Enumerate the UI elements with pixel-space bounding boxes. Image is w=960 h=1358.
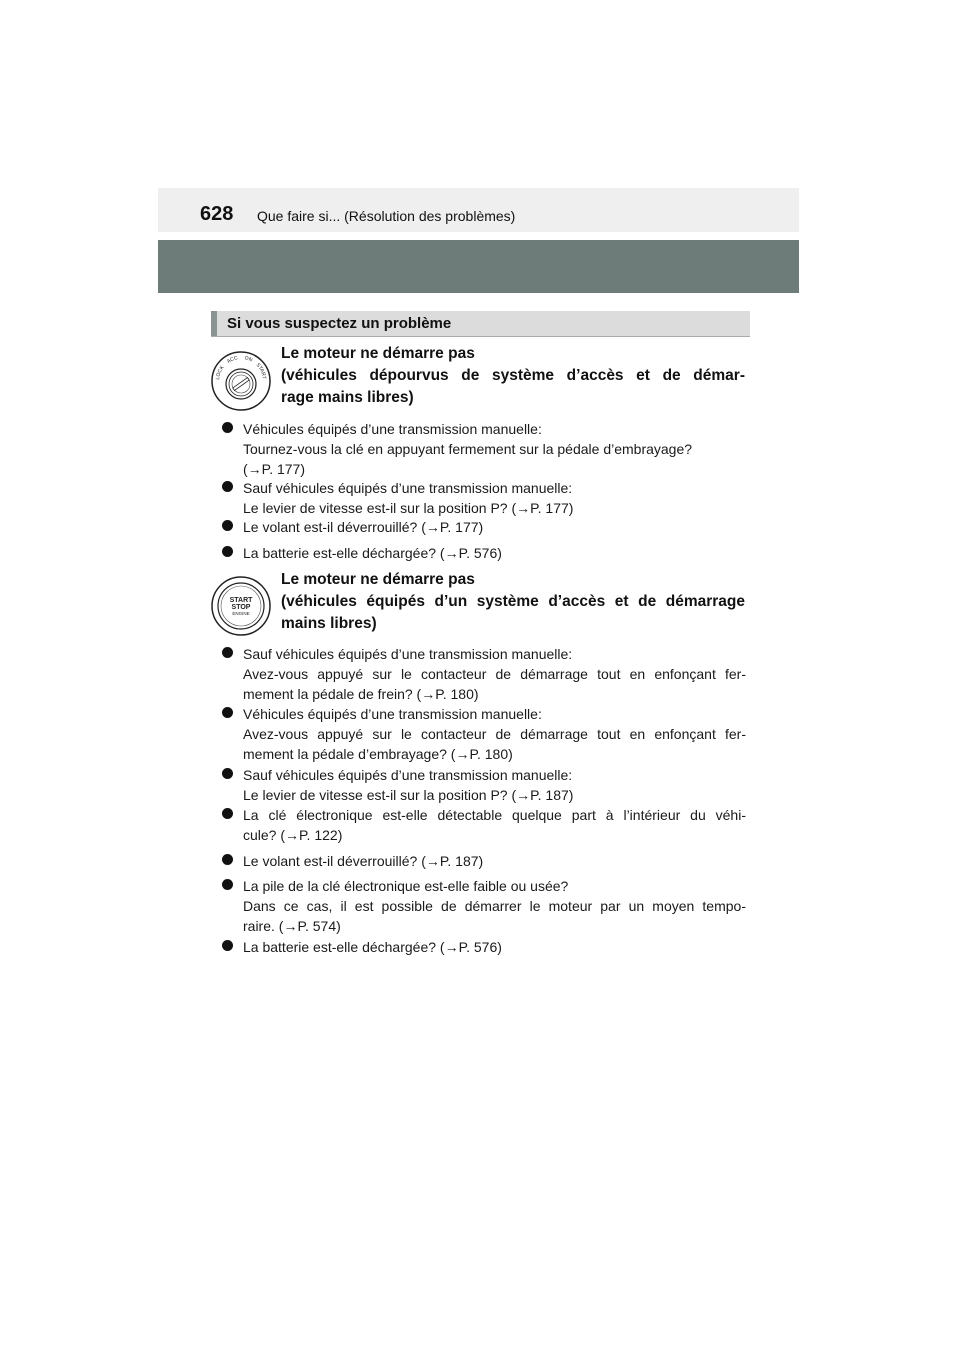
list-item [222,805,746,845]
list-item-line: Le volant est-il déverrouillé? (→P. 187) [243,853,484,869]
bullet-dot [222,940,233,951]
list-item [222,517,746,537]
list-item-line: Le levier de vitesse est-il sur la position P? (→P. 187) [243,787,574,803]
list-item [222,851,746,871]
page-number: 628 [200,203,234,225]
list-item-line: Le volant est-il déverrouillé? (→P. 177) [243,519,484,535]
block1-heading-line: Le moteur ne démarre pas [281,345,475,362]
chapter-band [158,240,799,293]
bullet-dot [222,854,233,865]
block2-heading-line: mains libres) [281,615,377,632]
block2-heading-line: Le moteur ne démarre pas [281,571,475,588]
bullet-dot [222,546,233,557]
engine-start-stop-button-icon [210,575,272,642]
list-item-line: cule? (→P. 122) [243,827,343,843]
list-item-line: La clé électronique est-elle détectable quelque part à l’intérieur du véhi- [243,807,746,823]
running-title: Que faire si... (Résolution des problèmes) [257,208,516,224]
section-accent [211,311,217,336]
list-item [222,937,746,957]
bullet-dot [222,481,233,492]
icon-label-stop: STOP [231,604,251,611]
list-item-line: Avez-vous appuyé sur le contacteur de démarrage tout en enfonçant fer- [243,726,746,742]
list-item-line: Le levier de vitesse est-il sur la position P? (→P. 177) [243,500,574,516]
block2-heading-line: (véhicules équipés d’un système d’accès et de démarrage [281,593,745,610]
bullet-dot [222,707,233,718]
icon-label-acc: ACC [225,355,239,365]
list-item-line: Sauf véhicules équipés d’une transmission manuelle: [243,480,573,496]
list-item-line: La batterie est-elle déchargée? (→P. 576) [243,545,502,561]
bullet-dot [222,768,233,779]
icon-label-start: START [229,597,253,604]
bullet-dot [222,422,233,433]
list-item [222,419,746,479]
block1-heading [281,343,745,409]
bullet-dot [222,808,233,819]
list-item-line: Véhicules équipés d’une transmission manuelle: [243,706,542,722]
list-item [222,876,746,936]
list-item-line: mement la pédale de frein? (→P. 180) [243,686,479,702]
list-item-line: Sauf véhicules équipés d’une transmission manuelle: [243,646,573,662]
icon-label-start: START [254,362,267,380]
block1-heading-line: (véhicules dépourvus de système d’accès et de démar- [281,367,745,384]
block1-heading-line: rage mains libres) [281,389,414,406]
list-item-line: (→P. 177) [243,461,305,477]
list-item-line: Avez-vous appuyé sur le contacteur de démarrage tout en enfonçant fer- [243,666,746,682]
list-item-line: raire. (→P. 574) [243,918,341,934]
list-item-line: Tournez-vous la clé en appuyant fermement sur la pédale d’embrayage? [243,441,693,457]
section-header [211,311,750,337]
list-item [222,644,746,704]
list-item [222,478,746,518]
list-item-line: Sauf véhicules équipés d’une transmission manuelle: [243,767,573,783]
list-item-line: La batterie est-elle déchargée? (→P. 576) [243,939,502,955]
block2-heading [281,569,745,635]
list-item-line: Dans ce cas, il est possible de démarrer le moteur par un moyen tempo- [243,898,746,914]
section-title: Si vous suspectez un problème [227,315,452,332]
list-item [222,704,746,764]
icon-label-engine: ENGINE [232,611,250,616]
list-item [222,765,746,805]
ignition-key-switch-icon [210,350,272,417]
list-item-line: Véhicules équipés d’une transmission manuelle: [243,421,542,437]
icon-label-on: ON [243,355,254,364]
bullet-dot [222,520,233,531]
bullet-dot [222,647,233,658]
list-item-line: mement la pédale d’embrayage? (→P. 180) [243,746,513,762]
list-item-line: La pile de la clé électronique est-elle faible ou usée? [243,878,569,894]
icon-label-lock: LOCK [215,364,226,380]
bullet-dot [222,879,233,890]
list-item [222,543,746,563]
